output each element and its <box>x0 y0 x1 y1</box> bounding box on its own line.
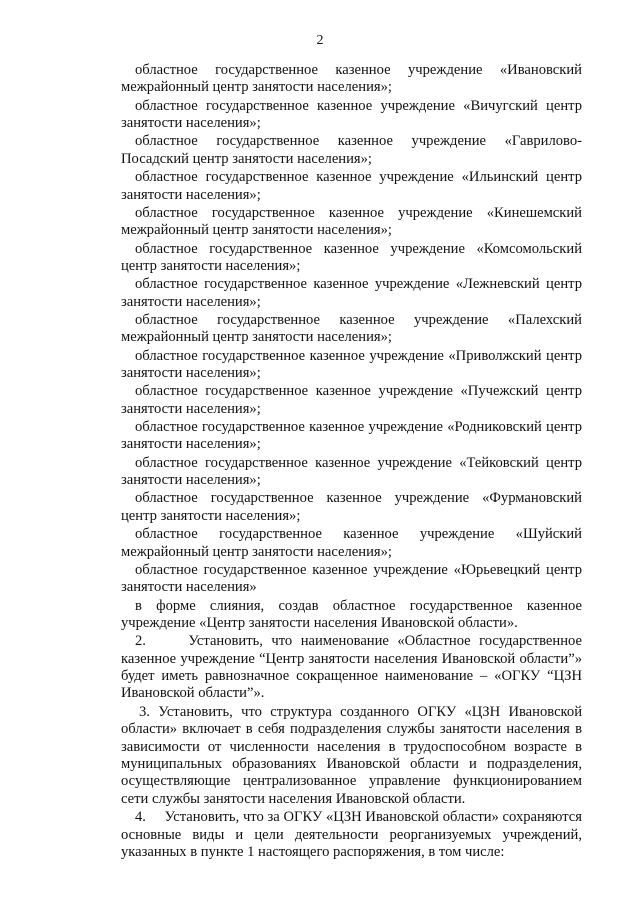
document-body <box>121 62 582 862</box>
paragraph-institution-yuryevetsky: областное государственное казенное учреждение «Юрьевецкий центр занятости населения» <box>121 561 582 596</box>
paragraph-item-3: 3. Установить, что структура созданного ОГКУ «ЦЗН Ивановской области» включает в себя подразделения службы занятости населения в зависимости от численности населения в трудоспособном возрасте в муниципальных образованиях Ивановской области и подразделения, осуществляющие централизованное управление функционированием сети службы занятости населения Ивановской области. <box>121 703 582 807</box>
paragraph-institution-kineshemsky: областное государственное казенное учреждение «Кинешемский межрайонный центр занятости населения»; <box>121 204 582 239</box>
paragraph-institution-furmanovsky: областное государственное казенное учреждение «Фурмановский центр занятости населения»; <box>121 490 582 524</box>
paragraph-institution-gavrilovo-posadsky: областное государственное казенное учреждение «Гаврилово-Посадский центр занятости населения»; <box>121 133 582 167</box>
paragraph-institution-puchezhsky: областное государственное казенное учреждение «Пучежский центр занятости населения»; <box>121 383 582 417</box>
paragraph-institution-komsomolsky: областное государственное казенное учреждение «Комсомольский центр занятости населения»; <box>121 240 582 274</box>
paragraph-institution-rodnikovsky: областное государственное казенное учреждение «Родниковский центр занятости населения»; <box>121 419 582 453</box>
paragraph-institution-ivanovsky: областное государственное казенное учреждение «Ивановский межрайонный центр занятости населения»; <box>121 62 582 96</box>
paragraph-merger-form: в форме слияния, создав областное государственное казенное учреждение «Центр занятости населения Ивановской области». <box>121 597 582 631</box>
paragraph-institution-lezhnevsky: областное государственное казенное учреждение «Лежневский центр занятости населения»; <box>121 276 582 310</box>
paragraph-institution-vichugsky: областное государственное казенное учреждение «Вичугский центр занятости населения»; <box>121 97 582 132</box>
paragraph-institution-ilyinsky: областное государственное казенное учреждение «Ильинский центр занятости населения»; <box>121 169 582 203</box>
paragraph-institution-teykovsky: областное государственное казенное учреждение «Тейковский центр занятости населения»; <box>121 454 582 489</box>
page-number: 2 <box>316 33 324 48</box>
paragraph-institution-privolzhsky: областное государственное казенное учреждение «Приволжский центр занятости населения»; <box>121 347 582 382</box>
paragraph-institution-shuisky: областное государственное казенное учреждение «Шуйский межрайонный центр занятости населения»; <box>121 526 582 560</box>
paragraph-item-4: 4. Установить, что за ОГКУ «ЦЗН Ивановской области» сохраняются основные виды и цели деятельности реорганизуемых учреждений, указанных в пункте 1 настоящего распоряжения, в том числе: <box>121 809 582 860</box>
paragraph-institution-palekhsky: областное государственное казенное учреждение «Палехский межрайонный центр занятости населения»; <box>121 311 582 346</box>
paragraph-item-2: 2. Установить, что наименование «Областное государственное казенное учреждение “Центр занятости населения Ивановской области”» будет иметь равнозначное сокращенное наименование – «ОГКУ “ЦЗН Ивановской области”». <box>121 633 582 702</box>
